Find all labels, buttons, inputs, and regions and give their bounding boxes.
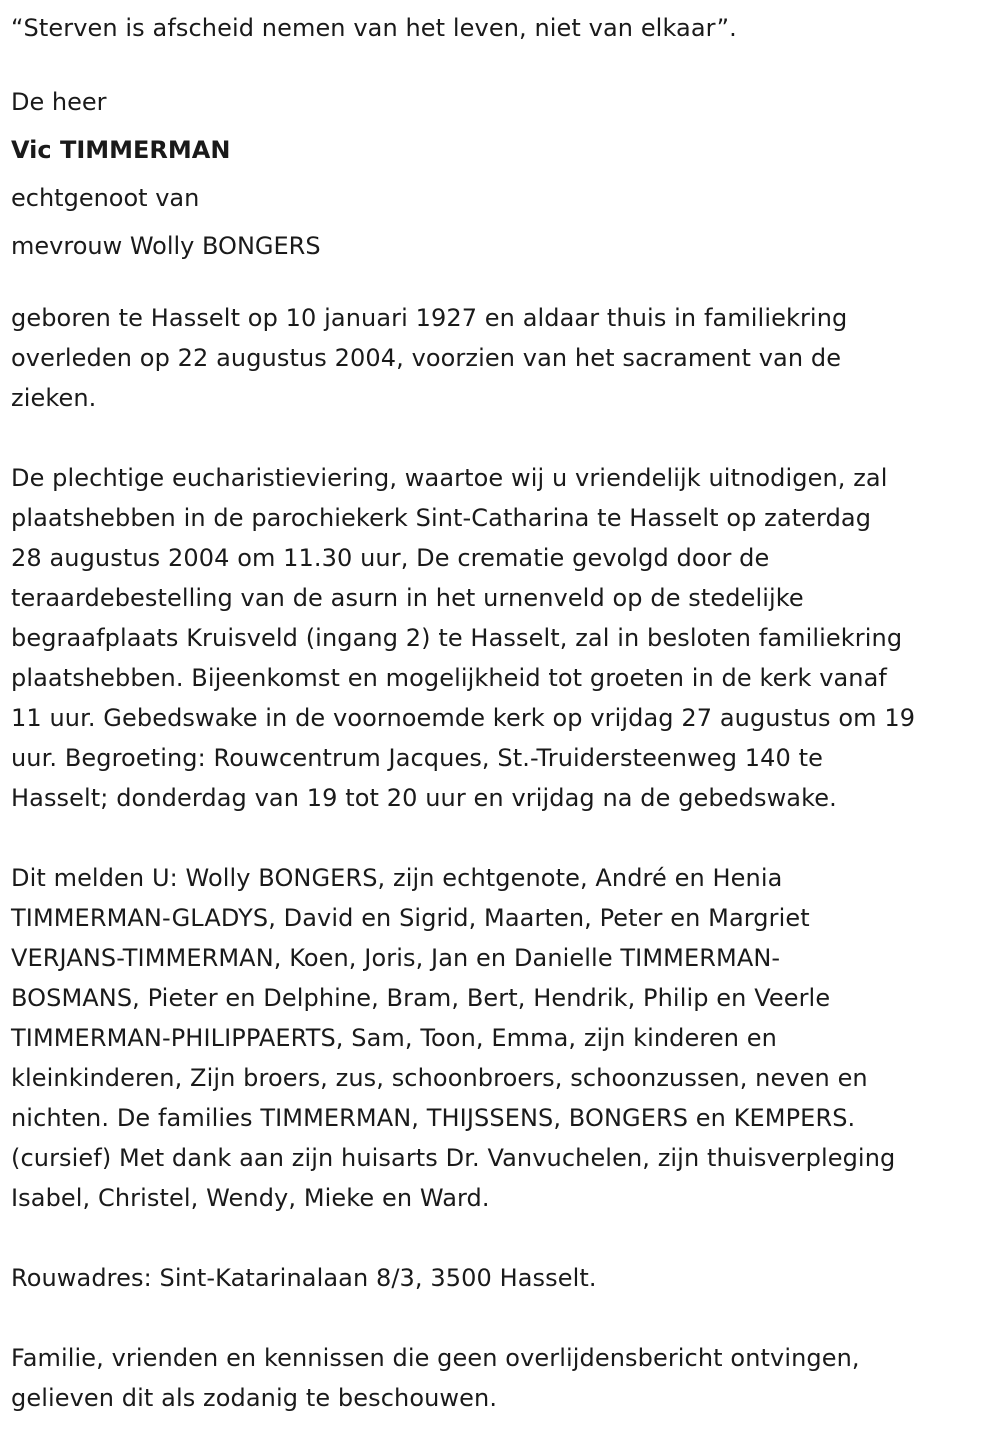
paragraph-line: overleden op 22 augustus 2004, voorzien van het sacrament van de [11, 344, 842, 372]
deceased-name: Vic TIMMERMAN [11, 136, 231, 164]
closing-paragraph [11, 1338, 986, 1418]
birth-death-paragraph [11, 298, 986, 418]
paragraph-line: TIMMERMAN-PHILIPPAERTS, Sam, Toon, Emma, zijn kinderen en [11, 1024, 777, 1052]
paragraph-line: BOSMANS, Pieter en Delphine, Bram, Bert, Hendrik, Philip en Veerle [11, 984, 831, 1012]
title-prefix: De heer [11, 88, 107, 116]
paragraph-line: zieken. [11, 384, 97, 412]
paragraph-line: TIMMERMAN-GLADYS, David en Sigrid, Maarten, Peter en Margriet [11, 904, 810, 932]
paragraph-line: nichten. De families TIMMERMAN, THIJSSENS, BONGERS en KEMPERS. [11, 1104, 856, 1132]
paragraph-line: teraardebestelling van de asurn in het urnenveld op de stedelijke [11, 584, 804, 612]
deceased-header [11, 78, 986, 270]
opening-quote: “Sterven is afscheid nemen van het leven, niet van elkaar”. [11, 14, 737, 42]
paragraph-line: Dit melden U: Wolly BONGERS, zijn echtgenote, André en Henia [11, 864, 783, 892]
paragraph-line: plaatshebben. Bijeenkomst en mogelijkheid tot groeten in de kerk vanaf [11, 664, 887, 692]
relation-text: echtgenoot van [11, 184, 200, 212]
family-paragraph [11, 858, 986, 1218]
paragraph-line: Familie, vrienden en kennissen die geen overlijdensbericht ontvingen, [11, 1344, 860, 1372]
paragraph-line: uur. Begroeting: Rouwcentrum Jacques, St.-Truidersteenweg 140 te [11, 744, 823, 772]
paragraph-line: gelieven dit als zodanig te beschouwen. [11, 1384, 498, 1412]
paragraph-line: plaatshebben in de parochiekerk Sint-Catharina te Hasselt op zaterdag [11, 504, 872, 532]
address-paragraph [11, 1258, 986, 1298]
paragraph-line: 11 uur. Gebedswake in de voornoemde kerk op vrijdag 27 augustus om 19 [11, 704, 916, 732]
mourning-address: Rouwadres: Sint-Katarinalaan 8/3, 3500 Hasselt. [11, 1264, 597, 1292]
paragraph-line: De plechtige eucharistieviering, waartoe wij u vriendelijk uitnodigen, zal [11, 464, 888, 492]
paragraph-line: begraafplaats Kruisveld (ingang 2) te Hasselt, zal in besloten familiekring [11, 624, 903, 652]
paragraph-line: Hasselt; donderdag van 19 tot 20 uur en vrijdag na de gebedswake. [11, 784, 837, 812]
paragraph-line: kleinkinderen, Zijn broers, zus, schoonbroers, schoonzussen, neven en [11, 1064, 868, 1092]
spouse-name: mevrouw Wolly BONGERS [11, 232, 321, 260]
paragraph-line: geboren te Hasselt op 10 januari 1927 en aldaar thuis in familiekring [11, 304, 848, 332]
paragraph-line: Isabel, Christel, Wendy, Mieke en Ward. [11, 1184, 490, 1212]
ceremony-paragraph [11, 458, 986, 818]
paragraph-line: 28 augustus 2004 om 11.30 uur, De crematie gevolgd door de [11, 544, 770, 572]
paragraph-line: VERJANS-TIMMERMAN, Koen, Joris, Jan en Danielle TIMMERMAN- [11, 944, 781, 972]
paragraph-line: (cursief) Met dank aan zijn huisarts Dr. Vanvuchelen, zijn thuisverpleging [11, 1144, 896, 1172]
